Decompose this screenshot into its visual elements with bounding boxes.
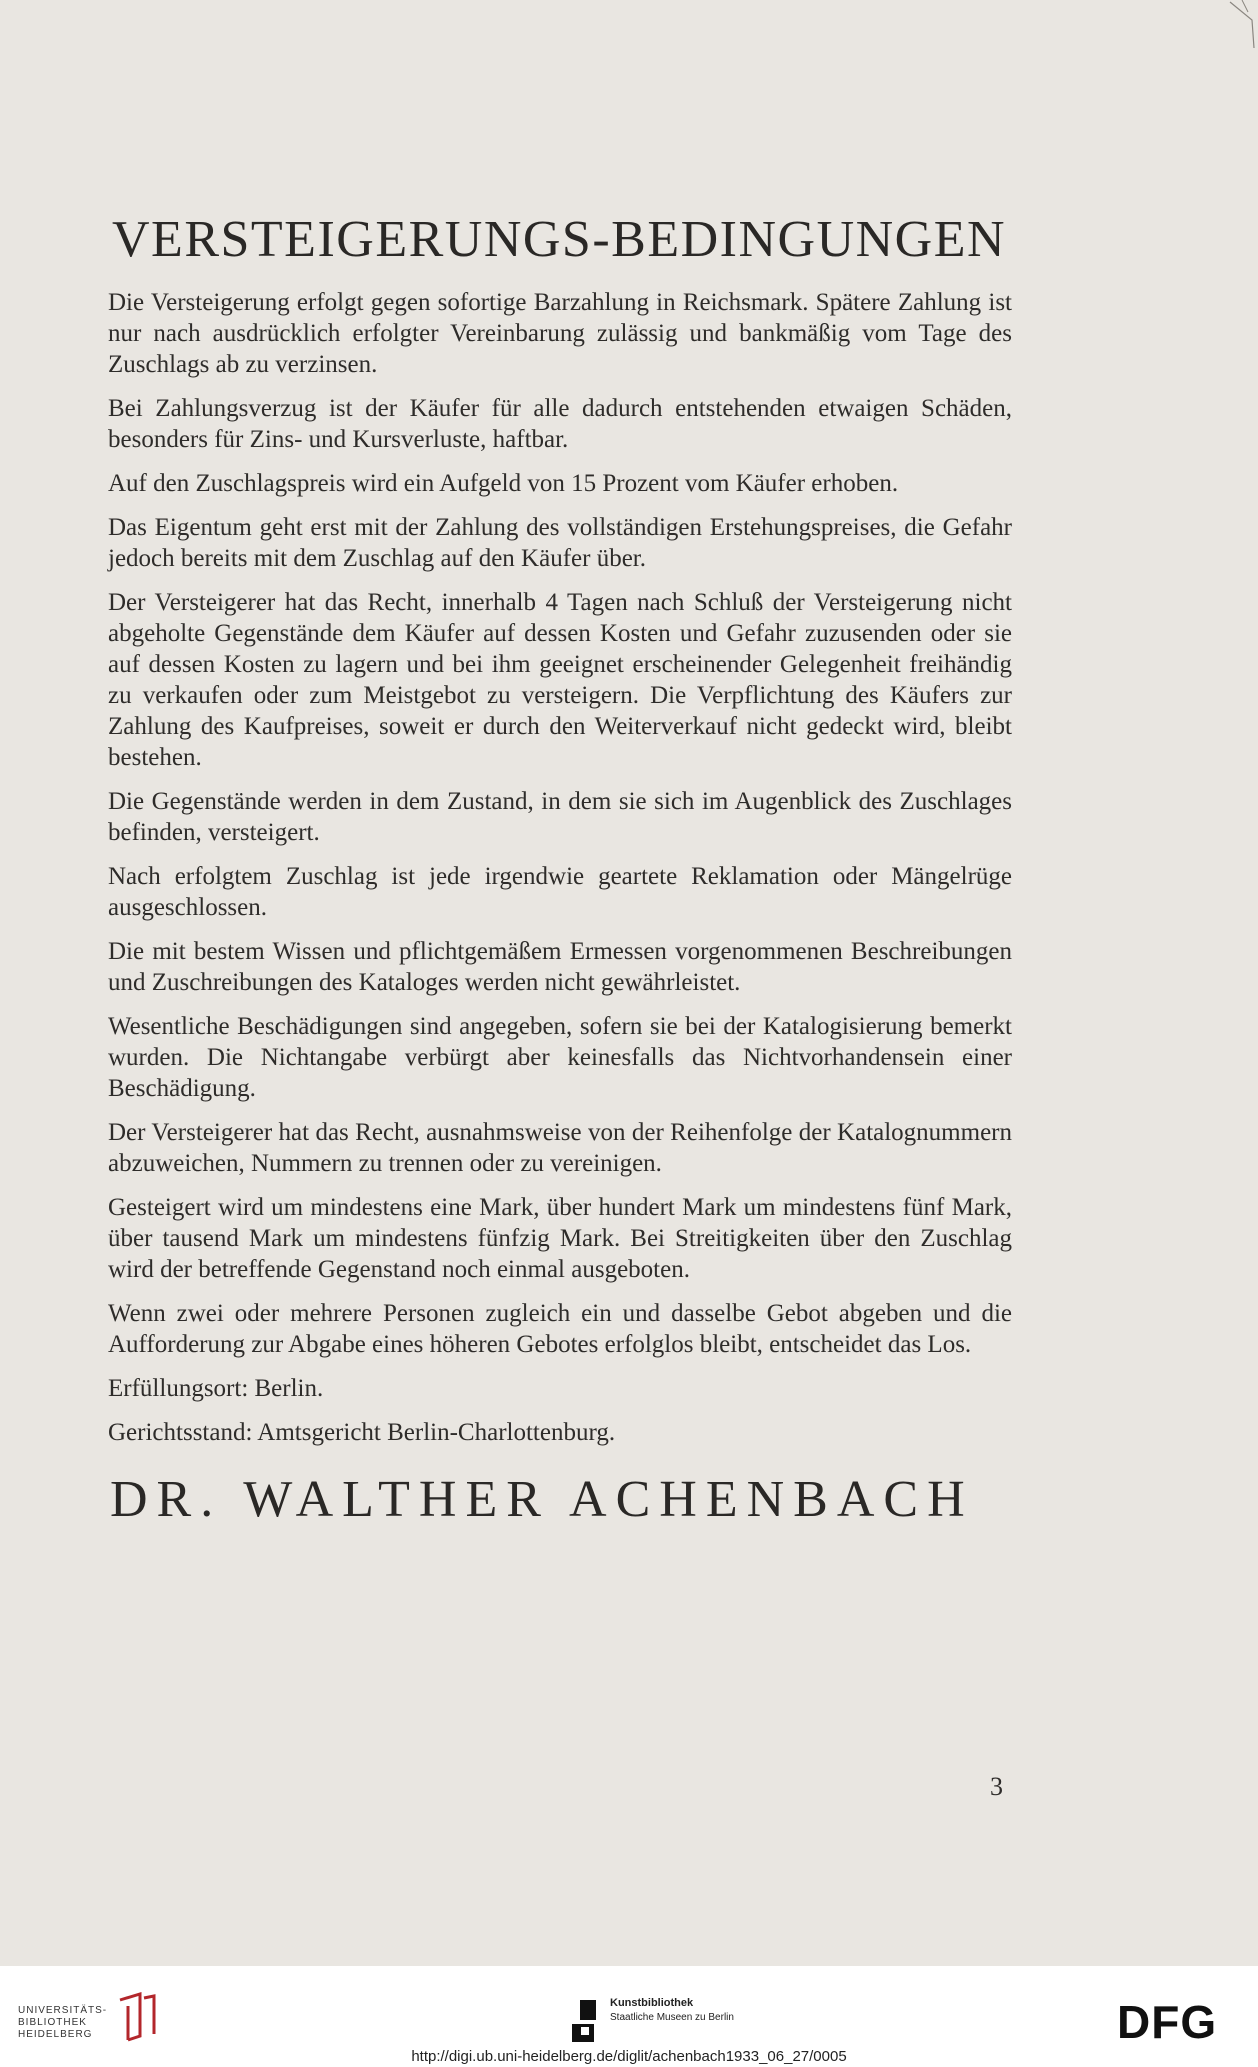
kunstbibliothek-subtitle: Staatliche Museen zu Berlin [610, 2012, 734, 2023]
ub-line: BIBLIOTHEK [18, 2017, 87, 2028]
paragraph: Der Versteigerer hat das Recht, innerhalb 4 Tagen nach Schluß der Versteigerung nicht abgeholte Gegenstände dem Käufer auf dessen Kosten und Gefahr zuzusenden oder sie auf dessen Kosten zu lagern und bei ihm geeignet erscheinender Gelegenheit freihändig zu verkaufen oder zum Meistgebot zu versteigern. Die Verpflichtung des Käufers zur Zahlung des Kaufpreises, soweit er durch den Weiterverkauf nicht gedeckt wird, bleibt bestehen. [108, 589, 1012, 771]
paragraph: Die Gegenstände werden in dem Zustand, in dem sie sich im Augenblick des Zuschlages befinden, versteigert. [108, 788, 1012, 846]
page-number: 3 [990, 1772, 1003, 1801]
ub-line: UNIVERSITÄTS- [18, 2005, 108, 2016]
paragraph: Auf den Zuschlagspreis wird ein Aufgeld von 15 Prozent vom Käufer erhoben. [108, 470, 899, 497]
paragraph: Die Versteigerung erfolgt gegen sofortige Barzahlung in Reichsmark. Spätere Zahlung ist nur nach ausdrücklich erfolgter Vereinbarung zulässig und bankmäßig vom Tage des Zuschlags ab zu verzinsen. [108, 289, 1012, 378]
paragraph: Das Eigentum geht erst mit der Zahlung des vollständigen Erstehungspreises, die Gefahr jedoch bereits mit dem Zuschlag auf den Käufer über. [108, 514, 1012, 572]
ub-heidelberg-label [18, 2005, 107, 2041]
kunstbibliothek-title: Kunstbibliothek [610, 1997, 694, 2009]
page-corner-mark [1228, 0, 1258, 50]
paragraph: Wenn zwei oder mehrere Personen zugleich ein und dasselbe Gebot abgeben und die Aufforderung zur Abgabe eines höheren Gebotes erfolglos bleibt, entscheidet das Los. [108, 1300, 1012, 1358]
signature-name: DR. WALTHER ACHENBACH [110, 1471, 974, 1528]
paragraph: Gerichtsstand: Amtsgericht Berlin-Charlottenburg. [108, 1419, 616, 1446]
dfg-logo[interactable]: DFG [1117, 1996, 1218, 2048]
ub-heidelberg-logo-icon[interactable] [114, 1992, 158, 2042]
paragraph: Der Versteigerer hat das Recht, ausnahmsweise von der Reihenfolge der Katalognummern abzuweichen, Nummern zu trennen oder zu vereinigen. [108, 1119, 1012, 1177]
kunstbibliothek-label [610, 1997, 734, 2023]
paragraph: Gesteigert wird um mindestens eine Mark, über hundert Mark um mindestens fünf Mark, über tausend Mark um mindestens fünfzig Mark. Bei Streitigkeiten über den Zuschlag wird der betreffende Gegenstand noch einmal ausgeboten. [108, 1194, 1012, 1283]
paragraph: Bei Zahlungsverzug ist der Käufer für alle dadurch entstehenden etwaigen Schäden, besonders für Zins- und Kursverluste, haftbar. [108, 395, 1012, 453]
paragraph: Die mit bestem Wissen und pflichtgemäßem Ermessen vorgenommenen Beschreibungen und Zuschreibungen des Kataloges werden nicht gewährleistet. [108, 938, 1012, 996]
paragraph: Erfüllungsort: Berlin. [108, 1375, 324, 1402]
ub-line: HEIDELBERG [18, 2029, 93, 2040]
document-body [108, 210, 1012, 1529]
paragraph: Nach erfolgtem Zuschlag ist jede irgendwie geartete Reklamation oder Mängelrüge ausgeschlossen. [108, 863, 1012, 921]
paragraph: Wesentliche Beschädigungen sind angegeben, sofern sie bei der Katalogisierung bemerkt wurden. Die Nichtangabe verbürgt aber keinesfalls das Nichtvorhandensein einer Beschädigung. [108, 1013, 1012, 1102]
kunstbibliothek-logo-icon[interactable] [572, 2000, 598, 2044]
document-title: VERSTEIGERUNGS-BEDINGUNGEN [112, 211, 1007, 268]
permalink-url[interactable]: http://digi.ub.uni-heidelberg.de/diglit/achenbach1933_06_27/0005 [411, 2048, 847, 2065]
